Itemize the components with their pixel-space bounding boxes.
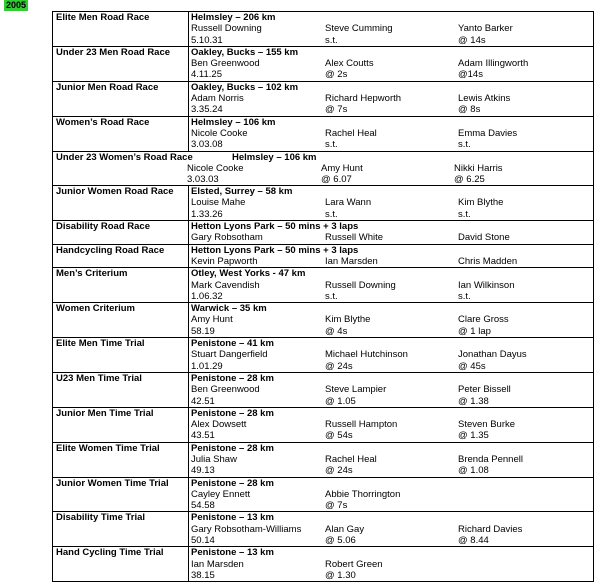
event-venue: Hetton Lyons Park – 50 mins + 3 laps <box>191 221 359 233</box>
first-result: 43.51 <box>191 430 215 442</box>
third-result: @ 45s <box>458 360 486 372</box>
third-result: @ 1 lap <box>458 325 491 337</box>
third-place: Lewis Atkins <box>458 93 511 105</box>
event-venue: Elsted, Surrey – 58 km <box>191 186 293 198</box>
first-place: Mark Cavendish <box>191 279 260 291</box>
event-row-disability-road-race <box>53 221 594 245</box>
third-place: Nikki Harris <box>454 162 503 174</box>
second-place: Rachel Heal <box>325 127 377 139</box>
event-name: Hand Cycling Time Trial <box>56 547 164 559</box>
first-result: 50.14 <box>191 535 215 547</box>
third-result <box>458 500 592 511</box>
first-place: Ian Marsden <box>191 558 244 570</box>
first-place: Alex Dowsett <box>191 419 247 431</box>
event-name: Junior Men Time Trial <box>56 407 154 419</box>
second-result: @ 1.05 <box>325 395 356 407</box>
third-result: s.t. <box>458 290 471 302</box>
first-result: 1.06.32 <box>191 290 223 302</box>
second-place: Abbie Thorrington <box>325 488 401 500</box>
event-row-handcycling-road-race <box>53 244 594 268</box>
second-result: @ 6.07 <box>321 173 352 185</box>
third-result: s.t. <box>458 139 471 151</box>
first-result: 4.11.25 <box>191 69 222 81</box>
event-row-disability-time-trial <box>53 512 594 547</box>
event-row-junior-women-time-trial <box>53 477 594 512</box>
second-result: @ 5.06 <box>325 535 356 547</box>
third-result: @ 1.35 <box>458 430 489 442</box>
event-row-women-criterium <box>53 303 594 338</box>
first-place: Nicole Cooke <box>187 162 244 174</box>
second-result: @ 4s <box>325 325 348 337</box>
event-name: Junior Women Road Race <box>56 186 174 198</box>
second-result: @ 24s <box>325 360 353 372</box>
event-venue: Penistone – 28 km <box>191 372 274 384</box>
second-result: s.t. <box>325 139 338 151</box>
first-place: Louise Mahe <box>191 197 246 209</box>
event-venue: Penistone – 28 km <box>191 407 274 419</box>
event-row-elite-men-road-race <box>53 12 594 47</box>
event-venue: Helmsley – 206 km <box>191 12 276 23</box>
third-place: Jonathan Dayus <box>458 349 527 361</box>
second-result: @ 2s <box>325 69 348 81</box>
third-place: Kim Blythe <box>458 197 504 209</box>
third-result <box>458 570 592 581</box>
third-place: Ian Wilkinson <box>458 279 515 291</box>
third-result: @ 8.44 <box>458 535 489 547</box>
second-result: @ 7s <box>325 104 348 116</box>
event-name: Women’s Road Race <box>56 116 150 128</box>
second-place: Ian Marsden <box>325 255 378 267</box>
third-result: @ 14s <box>458 34 486 46</box>
event-venue: Oakley, Bucks – 155 km <box>191 46 299 58</box>
event-name: Elite Men Road Race <box>56 12 150 23</box>
first-place: Gary Robsotham-Williams <box>191 523 302 535</box>
second-result: @ 7s <box>325 500 348 512</box>
second-place: Richard Hepworth <box>325 93 402 105</box>
second-result: s.t. <box>325 290 338 302</box>
third-place: Chris Madden <box>458 255 518 267</box>
second-result: s.t. <box>325 34 338 46</box>
event-name: Junior Women Time Trial <box>56 477 169 489</box>
third-place: Brenda Pennell <box>458 453 523 465</box>
first-result: 58.19 <box>191 325 215 337</box>
event-venue: Helmsley – 106 km <box>191 116 276 128</box>
first-result: 42.51 <box>191 395 215 407</box>
event-name: Disability Time Trial <box>56 512 146 524</box>
event-name: Under 23 Men Road Race <box>56 46 171 58</box>
event-name: U23 Men Time Trial <box>56 372 142 384</box>
third-result: @14s <box>458 69 483 81</box>
event-row-junior-men-time-trial <box>53 407 594 442</box>
event-venue: Warwick – 35 km <box>191 303 267 315</box>
second-place: Russell Downing <box>325 279 396 291</box>
event-row-junior-women-road-race <box>53 186 594 221</box>
event-row-elite-men-time-trial <box>53 338 594 373</box>
third-place <box>458 559 592 570</box>
first-result: 38.15 <box>191 569 215 581</box>
event-venue: Penistone – 13 km <box>191 547 274 559</box>
event-venue: Penistone – 41 km <box>191 338 274 350</box>
first-result: 1.33.26 <box>191 208 223 220</box>
second-place: Kim Blythe <box>325 314 371 326</box>
third-place: Steven Burke <box>458 419 516 431</box>
first-result: 3.35.24 <box>191 104 223 116</box>
third-place: Emma Davies <box>458 127 518 139</box>
second-place: Amy Hunt <box>321 162 363 174</box>
event-name: Under 23 Women’s Road Race <box>56 151 193 163</box>
second-place: Steve Cumming <box>325 23 393 35</box>
first-place: Adam Norris <box>191 93 244 105</box>
third-place: Adam Illingworth <box>458 58 529 70</box>
event-name: Elite Women Time Trial <box>56 442 160 454</box>
event-row-women-s-road-race <box>53 116 594 151</box>
event-name: Women Criterium <box>56 303 136 315</box>
second-place: Lara Wann <box>325 197 372 209</box>
event-row-elite-women-time-trial <box>53 442 594 477</box>
event-row-under-23-men-road-race <box>53 46 594 81</box>
second-result: @ 1.30 <box>325 569 356 581</box>
third-result: @ 1.38 <box>458 395 489 407</box>
event-venue: Penistone – 28 km <box>191 442 274 454</box>
event-row-hand-cycling-time-trial <box>53 547 594 582</box>
second-place: Rachel Heal <box>325 453 377 465</box>
second-place: Russell Hampton <box>325 419 398 431</box>
event-row-junior-men-road-race <box>53 81 594 116</box>
event-name: Junior Men Road Race <box>56 81 159 93</box>
event-row-under-23-women-s-road-race <box>53 151 594 186</box>
results-table <box>52 11 594 582</box>
event-venue: Helmsley – 106 km <box>232 151 317 163</box>
third-place <box>458 489 592 500</box>
second-result: @ 54s <box>325 430 353 442</box>
first-place: Gary Robsotham <box>191 232 263 244</box>
event-name: Handcycling Road Race <box>56 244 165 256</box>
third-result: s.t. <box>458 208 471 220</box>
first-result: 3.03.03 <box>187 173 219 185</box>
second-result: @ 24s <box>325 465 353 477</box>
first-result: 1.01.29 <box>191 360 223 372</box>
first-result: 49.13 <box>191 465 215 477</box>
first-place: Julia Shaw <box>191 453 237 465</box>
event-row-men-s-criterium <box>53 268 594 303</box>
first-result: 54.58 <box>191 500 215 512</box>
third-result: @ 6.25 <box>454 173 485 185</box>
event-venue: Penistone – 28 km <box>191 477 274 489</box>
year-badge: 2005 <box>6 0 27 10</box>
third-place: Clare Gross <box>458 314 509 326</box>
first-place: Amy Hunt <box>191 314 233 326</box>
second-place: Alex Coutts <box>325 58 374 70</box>
first-result: 5.10.31 <box>191 34 223 46</box>
event-venue: Oakley, Bucks – 102 km <box>191 81 299 93</box>
second-place: Michael Hutchinson <box>325 349 408 361</box>
event-name: Elite Men Time Trial <box>56 338 145 350</box>
event-name: Men’s Criterium <box>56 268 128 280</box>
first-place: Kevin Papworth <box>191 255 258 267</box>
third-place: Richard Davies <box>458 523 523 535</box>
event-row-u23-men-time-trial <box>53 372 594 407</box>
first-place: Stuart Dangerfield <box>191 349 268 361</box>
event-venue: Otley, West Yorks - 47 km <box>191 268 306 280</box>
third-place: David Stone <box>458 232 510 244</box>
second-place: Robert Green <box>325 558 383 570</box>
first-place: Ben Greenwood <box>191 384 260 396</box>
third-result: @ 8s <box>458 104 481 116</box>
second-place: Steve Lampier <box>325 384 387 396</box>
first-place: Russell Downing <box>191 23 262 35</box>
event-venue: Hetton Lyons Park – 50 mins + 3 laps <box>191 244 359 256</box>
second-place: Alan Gay <box>325 523 365 535</box>
first-place: Cayley Ennett <box>191 488 251 500</box>
first-place: Nicole Cooke <box>191 127 248 139</box>
first-place: Ben Greenwood <box>191 58 260 70</box>
third-place: Yanto Barker <box>458 23 513 35</box>
event-name: Disability Road Race <box>56 221 150 233</box>
event-venue: Penistone – 13 km <box>191 512 274 524</box>
first-result: 3.03.08 <box>191 139 223 151</box>
third-place: Peter Bissell <box>458 384 511 396</box>
third-result: @ 1.08 <box>458 465 489 477</box>
second-result: s.t. <box>325 208 338 220</box>
second-place: Russell White <box>325 232 384 244</box>
